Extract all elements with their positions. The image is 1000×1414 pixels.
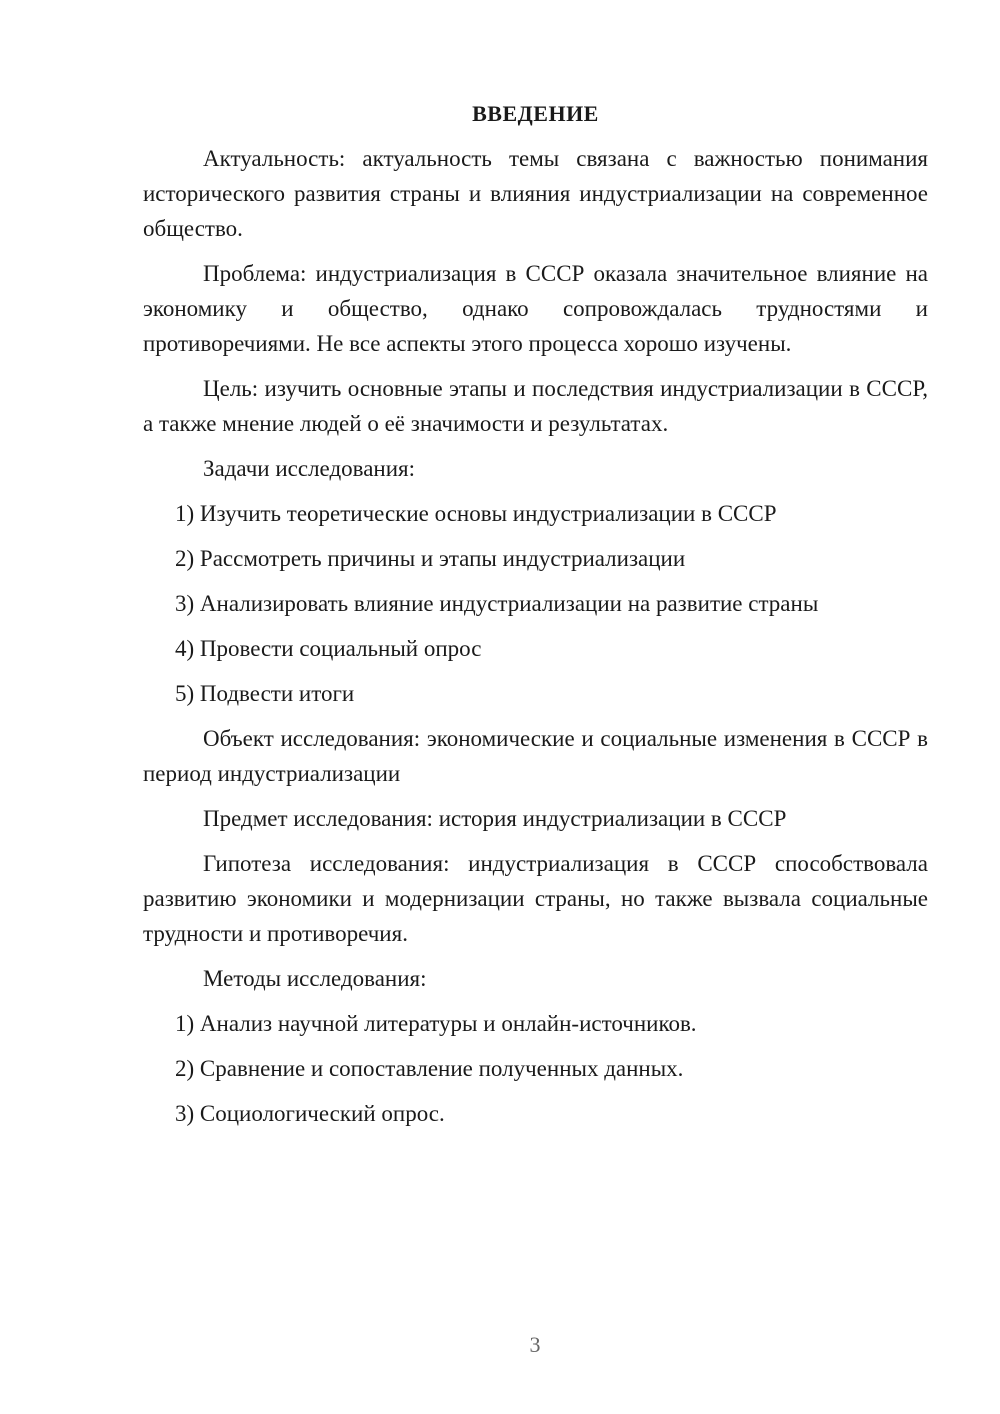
list-item: 5) Подвести итоги (175, 681, 355, 706)
object-paragraph: Объект исследования: экономические и социальные изменения в СССР в период индустриализации (143, 726, 928, 786)
list-item: 1) Анализ научной литературы и онлайн-источников. (175, 1011, 697, 1036)
hypothesis-paragraph: Гипотеза исследования: индустриализация в СССР способствовала развитию экономики и модернизации страны, но также вызвала социальные трудности и противоречия. (143, 851, 928, 946)
page-number: 3 (529, 1332, 541, 1357)
subject-paragraph: Предмет исследования: история индустриализации в СССР (203, 806, 787, 831)
list-item: 2) Рассмотреть причины и этапы индустриализации (175, 546, 686, 571)
goal-paragraph: Цель: изучить основные этапы и последствия индустриализации в СССР, а также мнение людей о её значимости и результатах. (143, 376, 928, 436)
page-title: ВВЕДЕНИЕ (472, 101, 599, 126)
problem-paragraph: Проблема: индустриализация в СССР оказала значительное влияние на экономику и общество, однако сопровождалась трудностями и противоречиями. Не все аспекты этого процесса хорошо изучены. (143, 261, 928, 356)
tasks-list (143, 496, 928, 711)
methods-heading: Методы исследования: (203, 966, 427, 991)
relevance-paragraph: Актуальность: актуальность темы связана с важностью понимания исторического развития страны и влияния индустриализации на современное общество. (143, 146, 928, 241)
list-item: 3) Анализировать влияние индустриализации на развитие страны (175, 591, 819, 616)
list-item: 3) Социологический опрос. (175, 1101, 445, 1126)
list-item: 4) Провести социальный опрос (175, 636, 482, 661)
methods-list (143, 1006, 928, 1131)
list-item: 1) Изучить теоретические основы индустриализации в СССР (175, 501, 777, 526)
list-item: 2) Сравнение и сопоставление полученных данных. (175, 1056, 684, 1081)
tasks-heading: Задачи исследования: (203, 456, 416, 481)
document-body (143, 96, 928, 1141)
